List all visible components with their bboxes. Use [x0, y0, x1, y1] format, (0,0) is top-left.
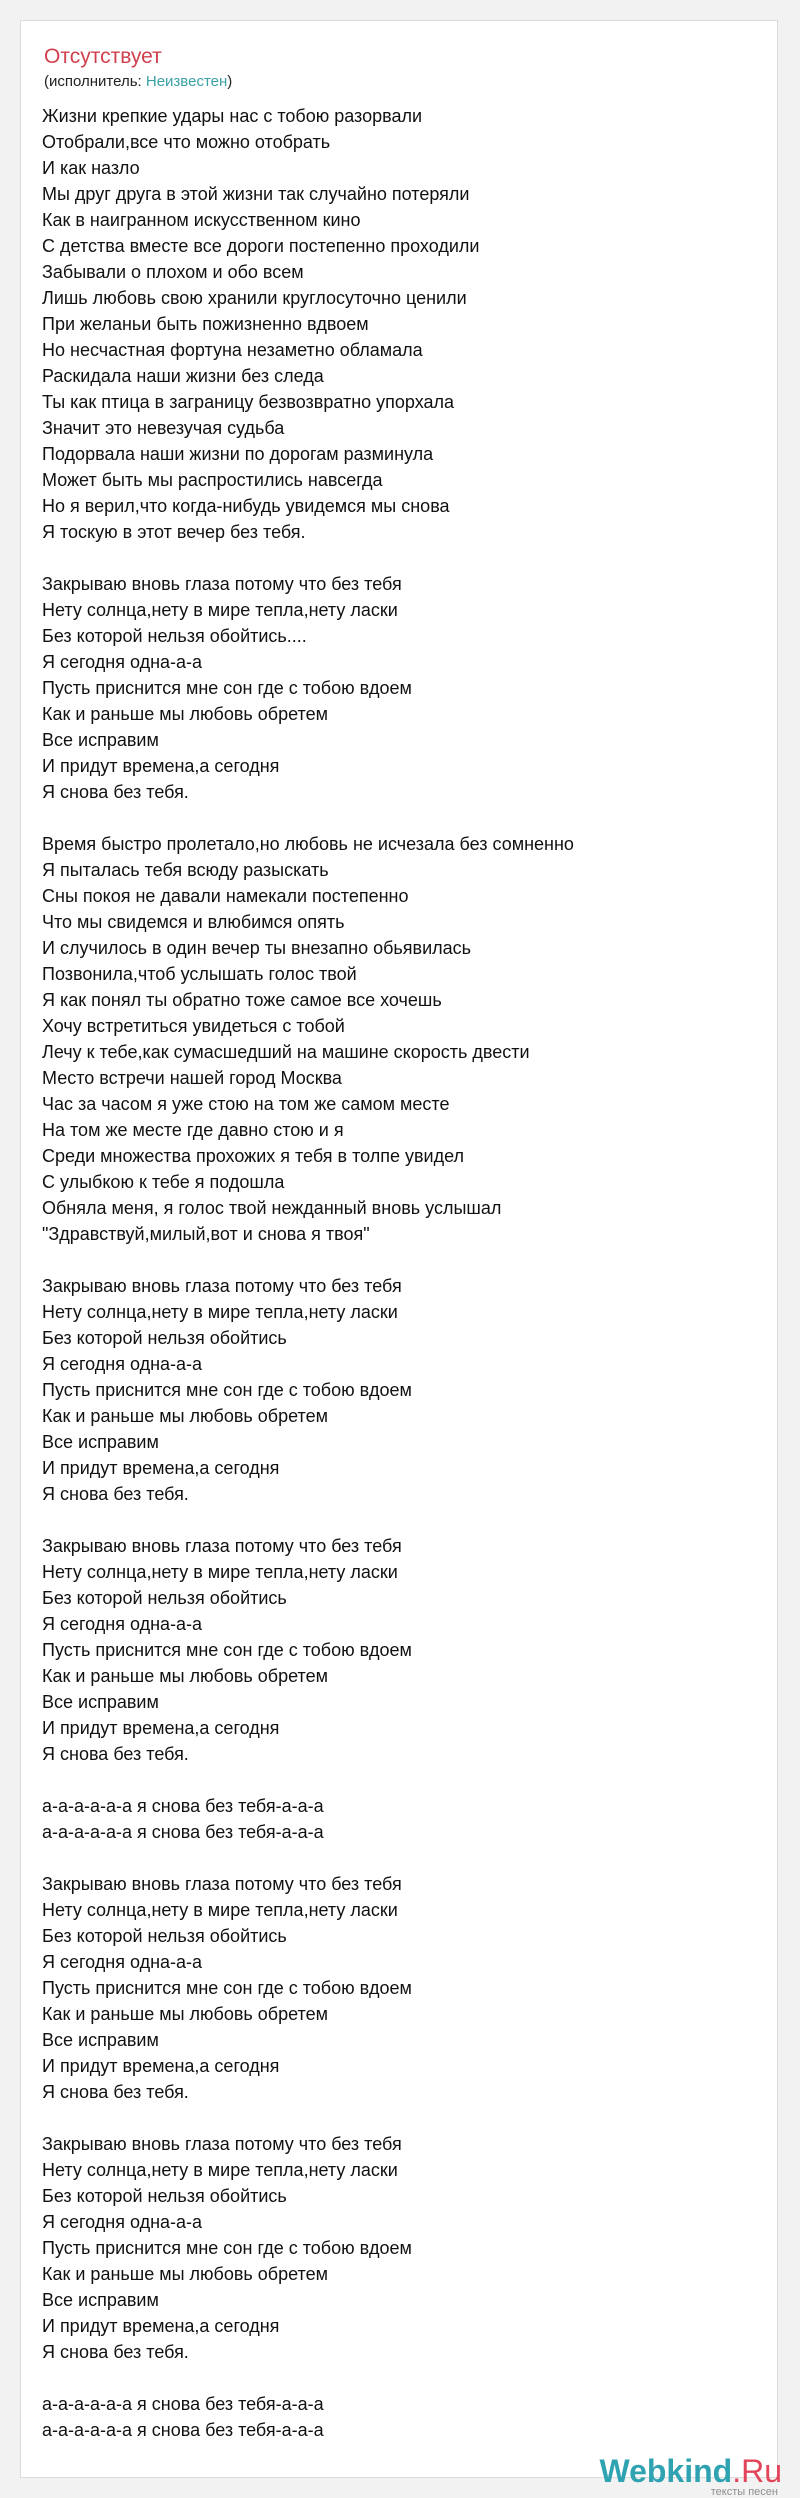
- lyric-line: "Здравствуй,милый,вот и снова я твоя": [42, 1224, 370, 1244]
- lyric-line: Но несчастная фортуна незаметно обламала: [42, 340, 423, 360]
- lyric-line: Я тоскую в этот вечер без тебя.: [42, 522, 306, 542]
- lyric-line: Я сегодня одна-а-а: [42, 652, 203, 672]
- lyric-line: Пусть приснится мне сон где с тобою вдоем: [42, 2238, 412, 2258]
- lyric-line: Пусть приснится мне сон где с тобою вдоем: [42, 678, 412, 698]
- lyric-line: Все исправим: [42, 730, 159, 750]
- lyric-line: На том же месте где давно стою и я: [42, 1120, 344, 1140]
- lyric-line: Как и раньше мы любовь обретем: [42, 2264, 328, 2284]
- lyric-line: Без которой нельзя обойтись: [42, 1926, 287, 1946]
- lyric-line: Жизни крепкие удары нас с тобою разорвали: [42, 106, 423, 126]
- stanza-gap: [42, 2365, 762, 2391]
- lyric-line: Хочу встретиться увидеться с тобой: [42, 1016, 345, 1036]
- lyric-line: Ты как птица в заграницу безвозвратно упорхала: [42, 392, 455, 412]
- lyric-line: Как и раньше мы любовь обретем: [42, 704, 328, 724]
- lyric-line: Нету солнца,нету в мире тепла,нету ласки: [42, 1562, 398, 1582]
- lyric-line: Может быть мы распростились навсегда: [42, 470, 383, 490]
- lyric-line: Но я верил,что когда-нибудь увидемся мы снова: [42, 496, 450, 516]
- artist-line: [44, 72, 232, 92]
- stanza-gap: [42, 1845, 762, 1871]
- lyric-line: Место встречи нашей город Москва: [42, 1068, 342, 1088]
- lyric-line: Я снова без тебя.: [42, 2082, 189, 2102]
- lyric-line: Лечу к тебе,как сумасшедший на машине скорость двести: [42, 1042, 530, 1062]
- stanza-gap: [42, 1767, 762, 1793]
- lyric-line: Лишь любовь свою хранили круглосуточно ценили: [42, 288, 467, 308]
- artist-suffix: ): [227, 73, 233, 90]
- lyric-line: Закрываю вновь глаза потому что без тебя: [42, 574, 402, 594]
- lyric-line: Пусть приснится мне сон где с тобою вдоем: [42, 1380, 412, 1400]
- lyric-line: При желаньи быть пожизненно вдвоем: [42, 314, 369, 334]
- lyric-line: Без которой нельзя обойтись: [42, 1588, 287, 1608]
- lyric-line: С детства вместе все дороги постепенно проходили: [42, 236, 480, 256]
- lyric-line: Как и раньше мы любовь обретем: [42, 2004, 328, 2024]
- artist-link[interactable]: Неизвестен: [145, 73, 228, 90]
- logo-brand-main: Webkind: [599, 2453, 733, 2489]
- lyric-line: Нету солнца,нету в мире тепла,нету ласки: [42, 2160, 398, 2180]
- lyric-line: Забывали о плохом и обо всем: [42, 262, 304, 282]
- lyric-line: Среди множества прохожих я тебя в толпе увидел: [42, 1146, 465, 1166]
- lyric-line: Все исправим: [42, 1432, 159, 1452]
- lyric-line: а-а-а-а-а-а я снова без тебя-а-а-а: [42, 1822, 324, 1842]
- stanza-gap: [42, 1247, 762, 1273]
- lyric-line: И придут времена,а сегодня: [42, 1718, 280, 1738]
- lyric-line: Закрываю вновь глаза потому что без тебя: [42, 2134, 402, 2154]
- lyric-line: Я снова без тебя.: [42, 1484, 189, 1504]
- lyric-line: а-а-а-а-а-а я снова без тебя-а-а-а: [42, 2394, 324, 2414]
- lyrics-card: [20, 20, 778, 2478]
- lyric-line: И случилось в один вечер ты внезапно обьявилась: [42, 938, 472, 958]
- lyric-line: Я снова без тебя.: [42, 2342, 189, 2362]
- lyric-line: Нету солнца,нету в мире тепла,нету ласки: [42, 1900, 398, 1920]
- lyric-line: Без которой нельзя обойтись: [42, 1328, 287, 1348]
- lyric-line: Позвонила,чтоб услышать голос твой: [42, 964, 357, 984]
- artist-prefix: (исполнитель:: [44, 73, 146, 90]
- logo-tagline: тексты песен: [710, 2486, 778, 2498]
- lyric-line: Все исправим: [42, 2290, 159, 2310]
- lyric-line: Я сегодня одна-а-а: [42, 1354, 203, 1374]
- stanza-gap: [42, 1507, 762, 1533]
- lyric-line: Нету солнца,нету в мире тепла,нету ласки: [42, 600, 398, 620]
- lyric-line: Раскидала наши жизни без следа: [42, 366, 324, 386]
- lyric-line: Как в наигранном искусственном кино: [42, 210, 361, 230]
- logo-brand: [599, 2454, 782, 2488]
- lyric-line: Закрываю вновь глаза потому что без тебя: [42, 1276, 402, 1296]
- stanza-gap: [42, 805, 762, 831]
- lyric-line: Значит это невезучая судьба: [42, 418, 285, 438]
- lyric-line: Я пыталась тебя всюду разыскать: [42, 860, 329, 880]
- lyric-line: Час за часом я уже стою на том же самом месте: [42, 1094, 450, 1114]
- site-logo[interactable]: [560, 2453, 800, 2498]
- lyric-line: И придут времена,а сегодня: [42, 756, 280, 776]
- lyric-line: С улыбкою к тебе я подошла: [42, 1172, 285, 1192]
- lyric-line: Все исправим: [42, 2030, 159, 2050]
- logo-brand-suffix: .Ru: [732, 2453, 782, 2489]
- stanza-gap: [42, 2105, 762, 2131]
- lyric-line: а-а-а-а-а-а я снова без тебя-а-а-а: [42, 2420, 324, 2440]
- lyric-line: Я сегодня одна-а-а: [42, 1952, 203, 1972]
- lyric-line: Обняла меня, я голос твой нежданный вновь услышал: [42, 1198, 502, 1218]
- lyric-line: Пусть приснится мне сон где с тобою вдоем: [42, 1640, 412, 1660]
- lyric-line: Как и раньше мы любовь обретем: [42, 1406, 328, 1426]
- lyric-line: Закрываю вновь глаза потому что без тебя: [42, 1874, 402, 1894]
- lyric-line: Мы друг друга в этой жизни так случайно потеряли: [42, 184, 470, 204]
- lyric-line: И придут времена,а сегодня: [42, 2316, 280, 2336]
- lyric-line: Отобрали,все что можно отобрать: [42, 132, 331, 152]
- lyric-line: Я как понял ты обратно тоже самое все хочешь: [42, 990, 442, 1010]
- stanza-gap: [42, 545, 762, 571]
- lyric-line: Нету солнца,нету в мире тепла,нету ласки: [42, 1302, 398, 1322]
- lyric-line: Как и раньше мы любовь обретем: [42, 1666, 328, 1686]
- lyric-line: Подорвала наши жизни по дорогам разминула: [42, 444, 434, 464]
- lyric-line: Пусть приснится мне сон где с тобою вдоем: [42, 1978, 412, 1998]
- lyric-line: Закрываю вновь глаза потому что без тебя: [42, 1536, 402, 1556]
- lyric-line: Все исправим: [42, 1692, 159, 1712]
- lyric-line: Я снова без тебя.: [42, 1744, 189, 1764]
- song-title: Отсутствует: [44, 45, 162, 68]
- lyric-line: Время быстро пролетало,но любовь не исчезала без сомненно: [42, 834, 574, 854]
- lyric-line: а-а-а-а-а-а я снова без тебя-а-а-а: [42, 1796, 324, 1816]
- lyric-line: Без которой нельзя обойтись: [42, 2186, 287, 2206]
- lyrics-body: [42, 103, 762, 2443]
- lyric-line: Я сегодня одна-а-а: [42, 1614, 203, 1634]
- lyric-line: И придут времена,а сегодня: [42, 1458, 280, 1478]
- lyric-line: Я снова без тебя.: [42, 782, 189, 802]
- lyric-line: Сны покоя не давали намекали постепенно: [42, 886, 409, 906]
- lyric-line: Я сегодня одна-а-а: [42, 2212, 203, 2232]
- lyric-line: Без которой нельзя обойтись....: [42, 626, 307, 646]
- lyric-line: И как назло: [42, 158, 140, 178]
- lyric-line: Что мы свидемся и влюбимся опять: [42, 912, 345, 932]
- lyric-line: И придут времена,а сегодня: [42, 2056, 280, 2076]
